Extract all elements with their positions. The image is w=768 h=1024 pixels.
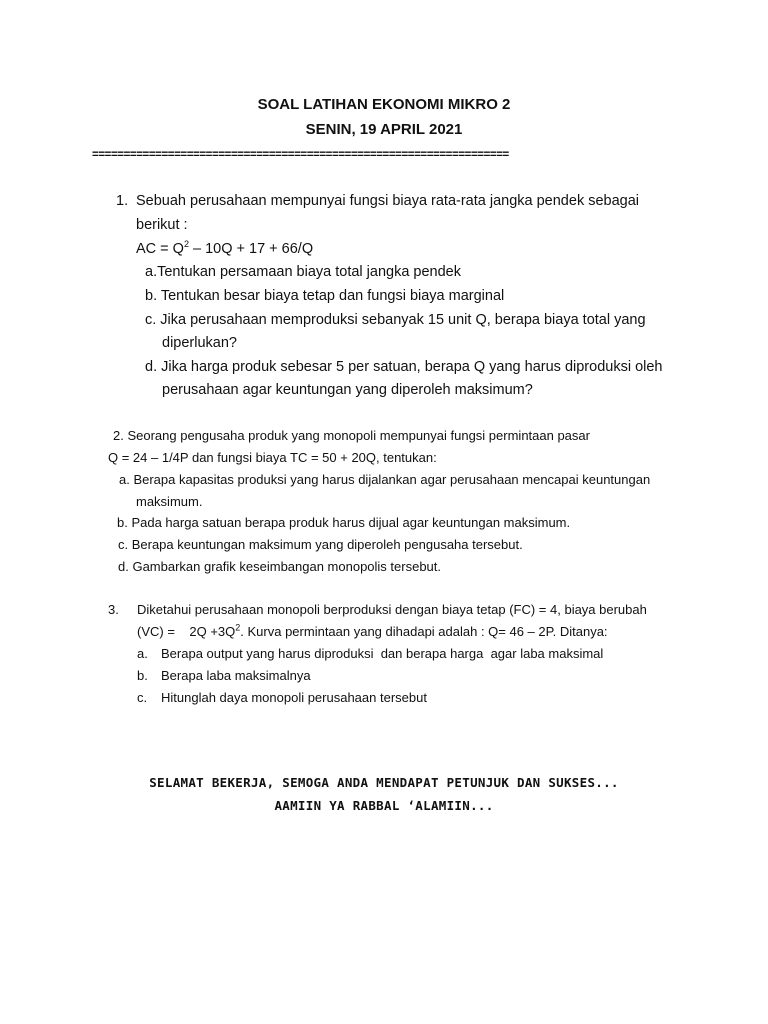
q1-formula-sup: 2	[183, 239, 189, 250]
q3-item-a-label: a.	[137, 646, 148, 661]
closing-line1: SELAMAT BEKERJA, SEMOGA ANDA MENDAPAT PETUNJUK DAN SUKSES...	[149, 775, 619, 790]
q3-item-b-label: b.	[137, 668, 148, 683]
q2-line1: 2. Seorang pengusaha produk yang monopoli mempunyai fungsi permintaan pasar	[113, 428, 590, 443]
q2-item-b: b. Pada harga satuan berapa produk harus dijual agar keuntungan maksimum.	[117, 515, 571, 530]
document-date: SENIN, 19 APRIL 2021	[305, 121, 463, 138]
q1-formula-b: – 10Q + 17 + 66/Q	[188, 241, 314, 257]
q2-item-a-line2: maksimum.	[136, 494, 203, 509]
closing-line2: AAMIIN YA RABBAL ‘ALAMIIN...	[274, 798, 494, 813]
q3-line2-b: . Kurva permintaan yang dihadapi adalah : Q= 46 – 2P. Ditanya:	[240, 624, 608, 639]
q1-formula-a: AC = Q	[136, 241, 184, 257]
q3-line2-a: (VC) = 2Q +3Q	[137, 624, 236, 639]
q1-item-d-line2: perusahaan agar keuntungan yang diperoleh maksimum?	[162, 382, 533, 398]
q2-item-c: c. Berapa keuntungan maksimum yang diperoleh pengusaha tersebut.	[118, 537, 523, 552]
q3-item-c: Hitunglah daya monopoli perusahaan tersebut	[161, 690, 427, 705]
q1-item-a: a.Tentukan persamaan biaya total jangka pendek	[145, 264, 461, 280]
q3-item-c-label: c.	[137, 690, 148, 705]
q1-item-c-line2: diperlukan?	[162, 335, 237, 351]
q3-line1: Diketahui perusahaan monopoli berproduksi dengan biaya tetap (FC) = 4, biaya berubah	[137, 602, 647, 617]
q1-item-b: b. Tentukan besar biaya tetap dan fungsi biaya marginal	[145, 288, 505, 304]
q3-item-b: Berapa laba maksimalnya	[161, 668, 311, 683]
q3-number: 3.	[108, 602, 119, 617]
q1-item-c-line1: c. Jika perusahaan memproduksi sebanyak 15 unit Q, berapa biaya total yang	[145, 312, 646, 328]
separator-line: ==================================================================	[92, 149, 509, 161]
q3-item-a: Berapa output yang harus diproduksi dan berapa harga agar laba maksimal	[161, 646, 604, 661]
q1-number: 1.	[116, 193, 129, 209]
q2-item-d: d. Gambarkan grafik keseimbangan monopolis tersebut.	[118, 559, 442, 574]
q1-formula	[136, 241, 313, 257]
q1-line1: Sebuah perusahaan mempunyai fungsi biaya rata-rata jangka pendek sebagai	[136, 193, 640, 209]
q3-line2	[137, 624, 608, 639]
q3-line2-sup: 2	[235, 622, 241, 633]
q2-item-a-line1: a. Berapa kapasitas produksi yang harus dijalankan agar perusahaan mencapai keuntungan	[119, 472, 651, 487]
q1-item-d-line1: d. Jika harga produk sebesar 5 per satuan, berapa Q yang harus diproduksi oleh	[145, 359, 663, 375]
document-title: SOAL LATIHAN EKONOMI MIKRO 2	[257, 96, 511, 113]
q2-line2: Q = 24 – 1/4P dan fungsi biaya TC = 50 + 20Q, tentukan:	[108, 450, 437, 465]
q1-line2: berikut :	[136, 217, 188, 233]
